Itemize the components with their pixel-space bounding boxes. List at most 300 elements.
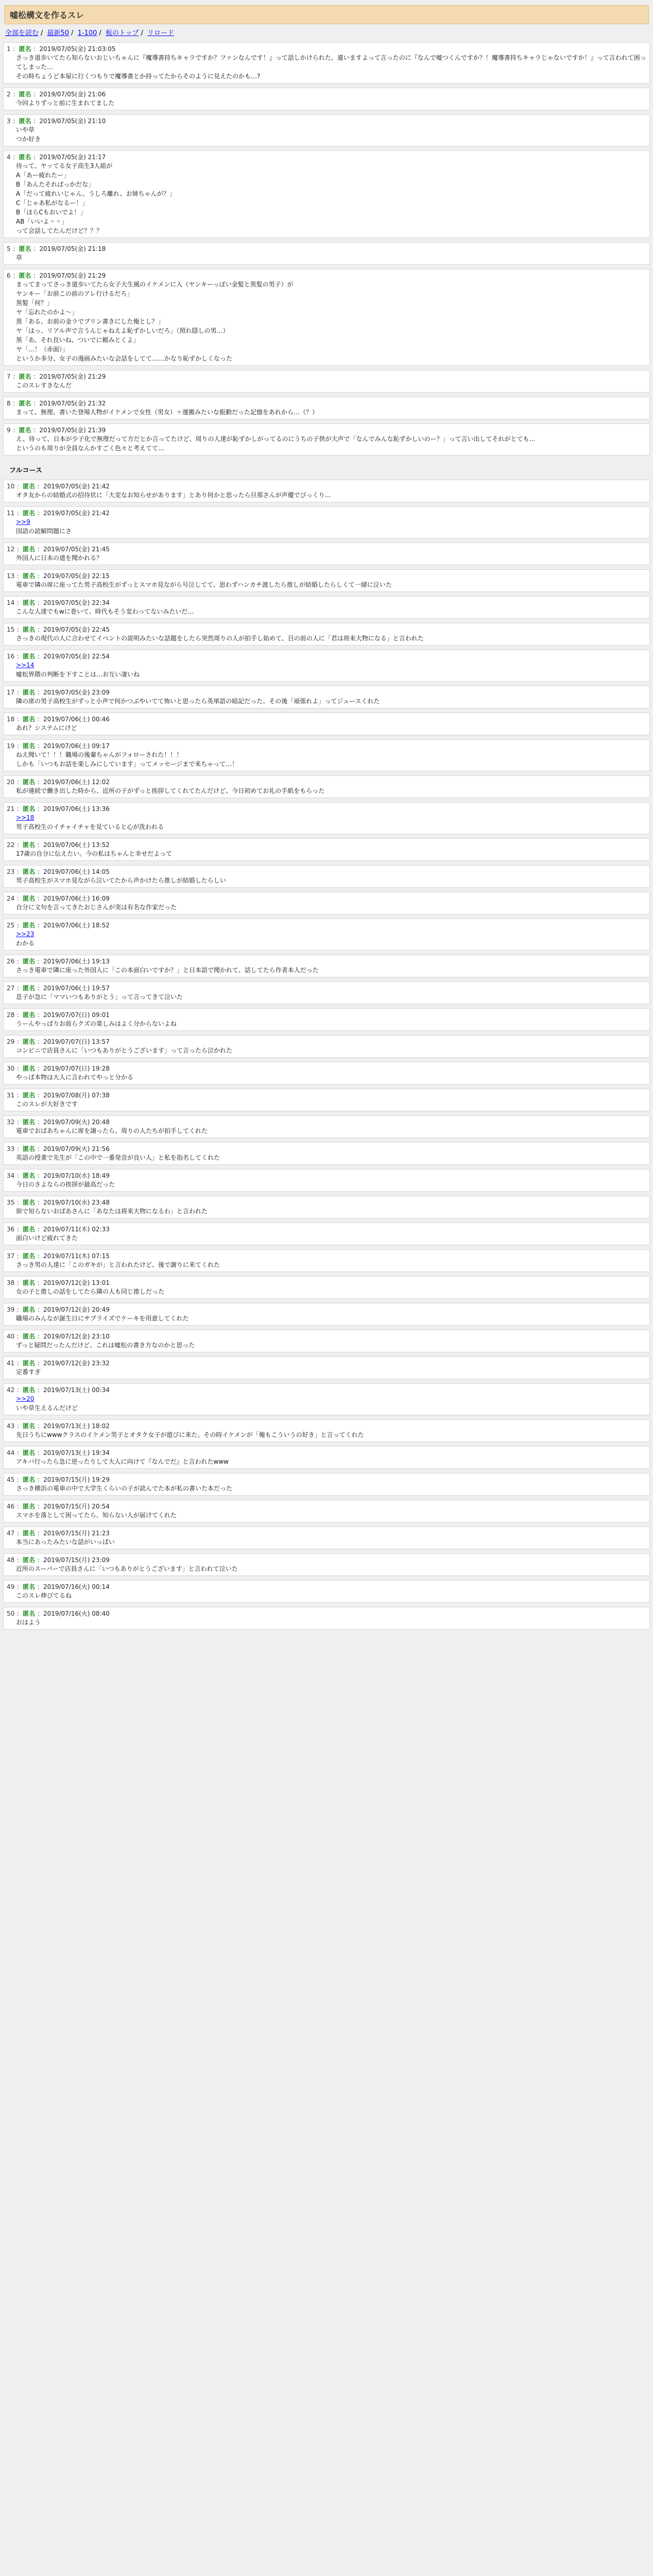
post [3,1142,650,1165]
post-body [7,490,646,500]
post [3,1553,650,1576]
post-separator: ： [35,689,43,696]
post-header [7,741,646,750]
post-number[interactable]: 37 [7,1252,15,1260]
post-line: まって、無理、書いた登場人物がイケメンで女性（男女）＋運搬みたいな振動だった記憶をあれから…（？） [16,409,319,416]
post-number[interactable]: 44 [7,1449,15,1456]
post-separator: ： [35,572,43,580]
post-line: 黒「ある、お前の金ラでプリン書きにした俺とし？」 [16,318,164,325]
post-body [7,1046,646,1055]
reply-link[interactable]: >>20 [16,1395,35,1402]
post-number[interactable]: 38 [7,1279,15,1286]
post [3,1249,650,1272]
post-date: 2019/07/05(金) 23:09 [43,689,110,696]
post-date: 2019/07/12(金) 23:32 [43,1360,110,1367]
post-author: 匿名 [23,1476,36,1483]
post-line: 今日のさよならの挨拶が最高だった [16,1181,115,1188]
post-line: 嘘松界隈の判断を下すことは…お互い凄いね [16,671,140,678]
post-number[interactable]: 24 [7,895,15,902]
post-separator: ： [35,922,43,929]
reply-link[interactable]: >>9 [16,518,30,526]
post-separator: ： [14,1011,23,1019]
post-author: 匿名 [23,1226,36,1233]
post-header [7,867,646,876]
post-line: さっき男の人達に「このガキが」と言われたけど、後で謝りに来てくれた [16,1261,220,1268]
post-separator: ： [35,1333,43,1340]
post-number[interactable]: 16 [7,653,15,660]
post-separator: ： [14,483,23,490]
post-author: 匿名 [23,1422,36,1430]
post-header [7,116,646,125]
post [3,802,650,834]
post-separator: ： [35,546,43,553]
post-header [7,1010,646,1019]
post [3,955,650,977]
post-author: 匿名 [23,483,36,490]
post-header [7,271,646,280]
post-author: 匿名 [23,1556,36,1564]
post-line: C「じゃあ私がなるー！」 [16,199,89,207]
post-line: 草 [16,254,23,261]
post-author: 匿名 [23,1065,36,1072]
post-number[interactable]: 17 [7,689,15,696]
thread-nav: 全部を読む / 最新50 / 1-100 / 板のトップ / リロード [5,29,175,37]
post-date: 2019/07/05(金) 21:18 [39,245,106,252]
post-author: 匿名 [23,1386,36,1394]
post-separator: ： [35,1306,43,1313]
post-number[interactable]: 41 [7,1360,15,1367]
post-author: 匿名 [23,716,36,723]
post-number[interactable]: 15 [7,626,15,633]
post-header [7,688,646,697]
post [3,713,650,735]
post-line: ずっと疑問だったんだけど、これは嘘松の書き方なのかと思った [16,1342,195,1349]
post-line: 近所のスーパーで店員さんに「いつもありがとうございます」と言われて泣いた [16,1565,238,1572]
post-separator: ： [10,272,19,279]
post-number[interactable]: 5 [7,245,11,252]
post-number[interactable]: 4 [7,154,11,161]
post-author: 匿名 [19,272,31,279]
post-number[interactable]: 26 [7,958,15,965]
post-line: ヤ「忘れたのかよ〜」 [16,309,78,316]
post-line: 女の子と推しの話をしてたら隣の人も同じ推しだった [16,1288,165,1295]
post-number[interactable]: 9 [7,427,11,434]
post-body [7,408,646,417]
post-line: A「あー疲れたー」 [16,172,70,179]
post-separator: ： [35,716,43,723]
post [3,423,650,455]
post-body [7,1537,646,1547]
post [3,650,650,682]
post-number[interactable]: 43 [7,1422,15,1430]
post-separator: ： [35,1226,43,1233]
post-body [7,1394,646,1413]
post-author: 匿名 [23,742,36,750]
post-number[interactable]: 35 [7,1199,15,1206]
post-line: 本当にあったみたいな話がいっぱい [16,1538,115,1546]
post-separator: ： [14,1556,23,1564]
post-number[interactable]: 39 [7,1306,15,1313]
post-date: 2019/07/16(火) 00:14 [43,1583,110,1590]
post-separator: ： [35,1386,43,1394]
post-separator: ： [14,805,23,812]
post-body [7,1153,646,1162]
post-separator: ： [31,91,40,98]
post-separator: ： [31,117,40,125]
post-line: しかも「いつもお話を楽しみにしています」ってメッセージまで来ちゃって…！ [16,760,238,768]
post-separator: ： [35,1503,43,1510]
post-author: 匿名 [23,805,36,812]
nav-all[interactable]: 全部を読む [5,29,39,37]
reply-link[interactable]: >>14 [16,662,35,669]
post-header [7,1385,646,1394]
post-author: 匿名 [19,400,31,407]
post-header [7,1332,646,1341]
post-header [7,804,646,813]
post-separator: ： [35,841,43,849]
post-body [7,1233,646,1243]
post-body [7,1564,646,1573]
post-header [7,482,646,490]
post-number[interactable]: 2 [7,91,11,98]
post-number[interactable]: 31 [7,1092,15,1099]
post-line: A「だって疲れいじゃん。うしろ離れ、お姉ちゃんが？」 [16,190,176,197]
post-separator: ： [35,895,43,902]
post-number[interactable]: 40 [7,1333,15,1340]
post-line: 今回よりずっと前に生まれてました [16,99,115,107]
post-header [7,545,646,553]
post-date: 2019/07/11(木) 02:33 [43,1226,110,1233]
post-line: って会話してたんだけど？？？ [16,227,103,234]
post-separator: ： [35,510,43,517]
post-line: 英語の授業で先生が「この中で一番発音が良い人」と私を指名してくれた [16,1154,220,1161]
post-separator: ： [35,778,43,786]
post-separator: ： [14,546,23,553]
post-date: 2019/07/05(金) 21:29 [39,272,106,279]
post-header [7,894,646,903]
post-line: 定番すぎ [16,1368,41,1376]
post-number[interactable]: 10 [7,483,15,490]
post-line: いや草 [16,126,35,133]
post [3,1035,650,1058]
post-separator: ： [35,805,43,812]
post-line: 私が連続で働き出した時から、近所の子がずっと挨拶してくれてたんだけど、今日初めてお礼の手紙をもらった [16,787,325,794]
post [3,506,650,538]
post-body [7,125,646,144]
post-separator: ： [35,1530,43,1537]
post-number[interactable]: 23 [7,868,15,875]
post-author: 匿名 [19,117,31,125]
post-number[interactable]: 48 [7,1556,15,1564]
post-line: まってまってさっき道歩いてたら女子大生風のイケメンに入（ヤンキーっぽい金髪と黒髪の男子）が [16,281,294,288]
post-date: 2019/07/05(金) 21:17 [39,154,106,161]
post-separator: ： [14,1118,23,1126]
post-line: 黒「あ、それ良いね、ついでに頼みとくよ」 [16,336,140,344]
post-date: 2019/07/10(水) 18:49 [43,1172,110,1179]
post-header [7,1421,646,1430]
post-author: 匿名 [23,895,36,902]
post-header [7,652,646,660]
post [3,981,650,1004]
post-separator: ： [35,1610,43,1617]
post-body [7,1484,646,1493]
summary-label: フルコース [9,467,42,474]
post [3,739,650,771]
post-separator: ： [14,1333,23,1340]
post-number[interactable]: 49 [7,1583,15,1590]
nav-1-100[interactable]: 1-100 [77,29,97,37]
post [3,370,650,393]
post-author: 匿名 [19,154,31,161]
post-separator: ： [35,626,43,633]
post-line: ヤンキー「お前この前のアレ行けるだろ」 [16,290,133,297]
post-separator: ： [14,1306,23,1313]
post-header [7,1117,646,1126]
post-separator: ： [14,1476,23,1483]
post-separator: ： [35,742,43,750]
post-separator: ： [35,599,43,606]
post-number[interactable]: 20 [7,778,15,786]
post-body [7,580,646,589]
post [3,242,650,265]
post-separator: ： [35,1556,43,1564]
post-body [7,98,646,108]
post-line: 待って、ヤッてる女子高生3人組が [16,162,113,170]
post-number[interactable]: 6 [7,272,11,279]
post-date: 2019/07/15(月) 21:23 [43,1530,110,1537]
post-number[interactable]: 27 [7,985,15,992]
post-separator: ： [35,958,43,965]
post-number[interactable]: 34 [7,1172,15,1179]
post-body [7,634,646,643]
reply-link[interactable]: >>18 [16,814,35,821]
post-body [7,929,646,948]
post-line: さっき横浜の電車の中で大学生くらいの子が読んでた本が私の書いた本だった [16,1485,233,1492]
post-author: 匿名 [23,1199,36,1206]
post-number[interactable]: 33 [7,1145,15,1153]
post-line: 電車でおばあちゃんに席を譲ったら、周りの人たちが拍手してくれた [16,1127,208,1134]
post-separator: ： [10,427,19,434]
post-date: 2019/07/05(金) 21:10 [39,117,106,125]
post-separator: ： [35,868,43,875]
post-number[interactable]: 30 [7,1065,15,1072]
post-line: B「あんたそればっかだな」 [16,181,95,188]
post-body [7,607,646,616]
post-separator: ： [14,1503,23,1510]
post-date: 2019/07/08(月) 07:38 [43,1092,110,1099]
post-separator: ： [14,1610,23,1617]
post-separator: ： [10,400,19,407]
post [3,1008,650,1031]
post-separator: ： [35,483,43,490]
post-separator: ： [14,689,23,696]
post-date: 2019/07/05(金) 21:29 [39,373,106,380]
post-body [7,965,646,975]
post-separator: ： [14,716,23,723]
post-separator: ： [14,985,23,992]
post-line: 街で知らないおばあさんに「あなたは将来大物になるわ」と言われた [16,1208,208,1215]
post-date: 2019/07/13(土) 18:02 [43,1422,110,1430]
post-body [7,1207,646,1216]
post-body [7,280,646,363]
post [3,269,650,366]
post-author: 匿名 [23,1279,36,1286]
post-separator: ： [35,653,43,660]
post-separator: ： [14,1199,23,1206]
post-separator: ： [10,117,19,125]
post [3,569,650,592]
post-number[interactable]: 29 [7,1038,15,1045]
post-body [7,992,646,1002]
post-body [7,1591,646,1600]
post-number[interactable]: 22 [7,841,15,849]
post-number[interactable]: 32 [7,1118,15,1126]
post-separator: ： [10,45,19,53]
post-header [7,715,646,723]
post-number[interactable]: 36 [7,1226,15,1233]
post-date: 2019/07/05(金) 22:54 [43,653,110,660]
post-date: 2019/07/06(土) 09:17 [43,742,110,750]
post-date: 2019/07/05(金) 21:06 [39,91,106,98]
post-separator: ： [14,1449,23,1456]
post-date: 2019/07/05(金) 21:39 [39,427,106,434]
post [3,543,650,565]
post-number[interactable]: 21 [7,805,15,812]
post-date: 2019/07/06(土) 14:05 [43,868,110,875]
post-body [7,381,646,390]
post-number[interactable]: 19 [7,742,15,750]
post-body [7,1457,646,1466]
post-separator: ： [14,1422,23,1430]
post-line: ねえ聞いて！！！職場の後輩ちゃんがフォローされた！！！ [16,751,183,758]
post-line: このスレ伸びてるね [16,1592,72,1599]
post-number[interactable]: 45 [7,1476,15,1483]
post-date: 2019/07/11(木) 07:15 [43,1252,110,1260]
post-separator: ： [35,1360,43,1367]
post-number[interactable]: 13 [7,572,15,580]
post-separator: ： [14,958,23,965]
post-line: AB「いいよ＾＾」 [16,218,68,225]
post-date: 2019/07/15(月) 23:09 [43,1556,110,1564]
post-number[interactable]: 18 [7,716,15,723]
post [3,88,650,110]
post-body [7,903,646,912]
post-separator: ： [35,1011,43,1019]
post-separator: ： [14,895,23,902]
post-header [7,1064,646,1073]
post-line: 電車で隣の席に座ってた男子高校生がずっとスマホ見ながら号泣してて、思わずハンカチ渡したら推しが結婚したらしくて一緒に泣いた [16,581,392,588]
post-header [7,1582,646,1591]
post-number[interactable]: 1 [7,45,11,53]
post-body [7,1180,646,1189]
reply-link[interactable]: >>23 [16,930,35,938]
post [3,1115,650,1138]
post-number[interactable]: 46 [7,1503,15,1510]
post-date: 2019/07/06(土) 13:52 [43,841,110,849]
post-date: 2019/07/05(金) 21:42 [43,483,110,490]
post-author: 匿名 [23,1038,36,1045]
post-body [7,553,646,563]
post-author: 匿名 [23,868,36,875]
post [3,1500,650,1522]
post-line: おはよう [16,1619,41,1626]
post-separator: ： [35,1172,43,1179]
post-separator: ： [14,1279,23,1286]
post [3,1303,650,1326]
post-date: 2019/07/05(金) 22:34 [43,599,110,606]
post-number[interactable]: 25 [7,922,15,929]
post-number[interactable]: 12 [7,546,15,553]
post-line: ヤ「はっ、リアル声で言うんじゃねえよ恥ずかしいだろ」（照れ隠しの男…） [16,327,229,334]
post-line: 隣の席の男子高校生がずっと小声で何かつぶやいてて怖いと思ったら英単語の暗記だった。その後「頑張れよ」ってジュースくれた [16,698,380,705]
post-separator: ： [14,841,23,849]
post-author: 匿名 [23,958,36,965]
post-separator: ： [14,1038,23,1045]
post-body [7,253,646,262]
post-body [7,1126,646,1136]
post-number[interactable]: 7 [7,373,11,380]
post-separator: ： [35,1038,43,1045]
post-header [7,921,646,929]
page [0,5,653,1630]
post-number[interactable]: 42 [7,1386,15,1394]
post-date: 2019/07/12(金) 13:01 [43,1279,110,1286]
nav-reload[interactable]: リロード [147,29,175,37]
post-header [7,1198,646,1207]
post-body [7,849,646,858]
post-separator: ： [35,1279,43,1286]
nav-board-top[interactable]: 板のトップ [105,29,139,37]
post-date: 2019/07/06(土) 19:13 [43,958,110,965]
post-number[interactable]: 47 [7,1530,15,1537]
post-separator: ： [14,599,23,606]
post-header [7,777,646,786]
post-separator: ： [14,1252,23,1260]
post [3,1062,650,1084]
post-date: 2019/07/06(土) 00:46 [43,716,110,723]
post-number[interactable]: 28 [7,1011,15,1019]
post-date: 2019/07/05(金) 21:32 [39,400,106,407]
post [3,865,650,888]
post-number[interactable]: 14 [7,599,15,606]
post-header [7,625,646,634]
post-header [7,90,646,98]
post-line: ヤ「…！（赤面）」 [16,346,69,353]
post-separator: ： [10,245,19,252]
post [3,1607,650,1630]
post-number[interactable]: 8 [7,400,11,407]
post-separator: ： [14,1360,23,1367]
nav-latest50[interactable]: 最新50 [47,29,70,37]
post-number[interactable]: 11 [7,510,15,517]
post-separator: ： [35,1145,43,1153]
post [3,397,650,419]
post-number[interactable]: 50 [7,1610,15,1617]
post-date: 2019/07/05(金) 21:03:05 [39,45,116,53]
post-header [7,1091,646,1099]
post-author: 匿名 [23,841,36,849]
post-separator: ： [10,91,19,98]
post-author: 匿名 [23,1092,36,1099]
post [3,1196,650,1218]
post-header [7,244,646,253]
post-author: 匿名 [23,1145,36,1153]
post [3,686,650,708]
post [3,596,650,619]
post [3,1089,650,1111]
post-number[interactable]: 3 [7,117,11,125]
post-header [7,152,646,161]
